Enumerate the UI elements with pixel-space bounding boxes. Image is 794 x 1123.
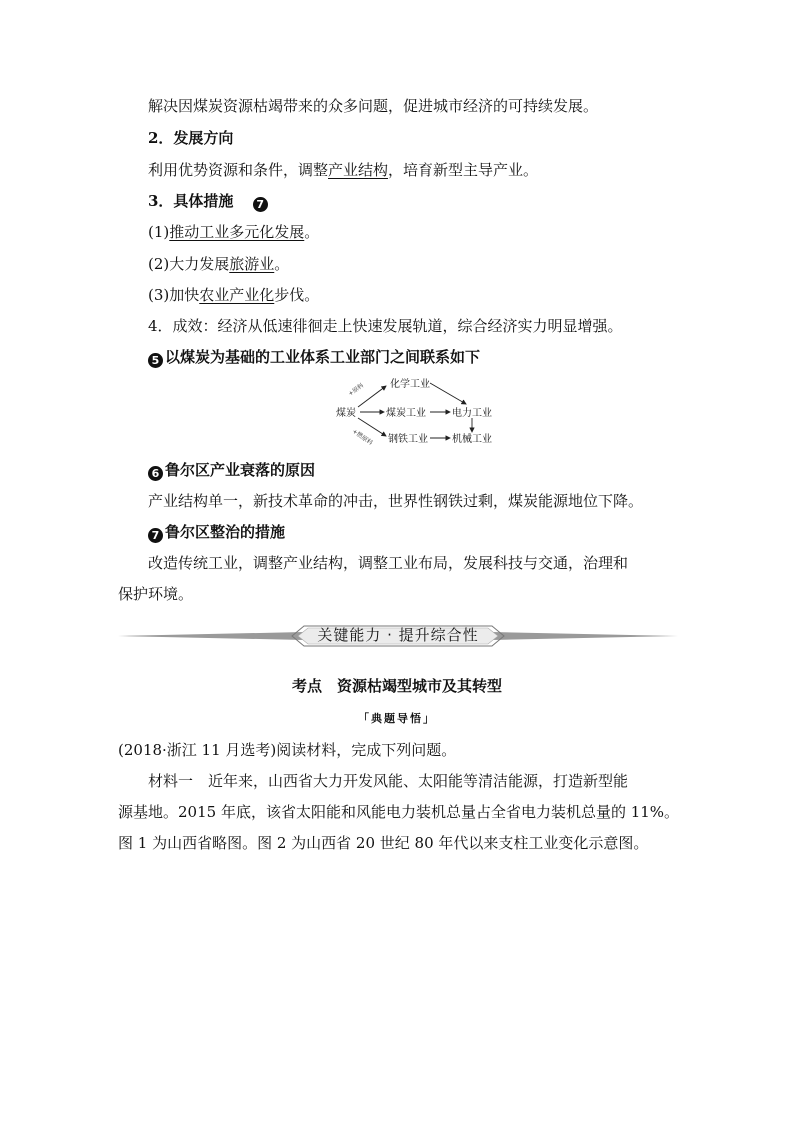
section-2-text-post: ，培育新型主导产业。 (388, 161, 539, 179)
measure-item-prefix: (2)大力发展 (148, 255, 230, 273)
note-6-text: 产业结构单一，新技术革命的冲击，世界性钢铁过剩，煤炭能源地位下降。 (148, 492, 644, 510)
note-6-title: 鲁尔区产业衰落的原因 (165, 461, 316, 479)
arrow-chemical-to-power (430, 383, 466, 404)
note-7-text-line-2: 保护环境。 (118, 585, 194, 603)
node-chemical-industry: 化学工业 (390, 379, 430, 390)
material-1-line-2: 源基地。2015 年底，该省太阳能和风能电力装机总量占全省电力装机总量的 11%。 (118, 803, 680, 821)
measure-item-keyword: 旅游业 (229, 255, 275, 273)
industry-linkage-diagram (330, 374, 510, 450)
exam-point-title: 考点 资源枯竭型城市及其转型 (291, 677, 502, 695)
section-banner (118, 622, 678, 650)
material-1-line-3: 图 1 为山西省略图。图 2 为山西省 20 世纪 80 年代以来支柱工业变化示意图。 (118, 834, 649, 852)
intro-line: 解决因煤炭资源枯竭带来的众多问题，促进城市经济的可持续发展。 (148, 97, 599, 115)
measure-item-suffix: 步伐。 (274, 286, 320, 304)
section-2-keyword: 产业结构 (328, 161, 389, 179)
node-coal: 煤炭 (336, 408, 356, 419)
measure-item-prefix: (1) (148, 223, 170, 241)
section-3-heading: 3．具体措施 (148, 192, 234, 210)
node-machinery-industry: 机械工业 (452, 434, 492, 445)
section-2-heading: 2．发展方向 (148, 129, 234, 147)
note-6-heading (148, 460, 315, 481)
circled-number-5-icon: 5 (148, 353, 163, 368)
measure-item-3 (148, 285, 319, 305)
node-power-industry: 电力工业 (452, 408, 492, 419)
measure-item-keyword: 农业产业化 (199, 286, 275, 304)
measure-item-suffix: 。 (274, 255, 290, 273)
guide-label: 「典题导悟」 (358, 712, 436, 725)
section-4-result: 4．成效：经济从低速徘徊走上快速发展轨道，综合经济实力明显增强。 (148, 317, 623, 335)
section-3-heading-row (148, 191, 270, 212)
node-steel-industry: 钢铁工业 (388, 434, 428, 445)
measure-item-prefix: (3)加快 (148, 286, 200, 304)
circled-number-6-icon: 6 (148, 466, 163, 481)
question-intro: (2018·浙江 11 月选考)阅读材料，完成下列问题。 (118, 741, 457, 759)
section-2-text-pre: 利用优势资源和条件，调整 (148, 161, 329, 179)
note-5-heading (148, 347, 480, 368)
note-7-title: 鲁尔区整治的措施 (165, 523, 286, 541)
note-7-text-line-1: 改造传统工业，调整产业结构，调整工业布局，发展科技与交通，治理和 (148, 554, 629, 572)
note-7-heading (148, 522, 285, 543)
arrow-label-upper: +原料 (347, 382, 366, 398)
measure-item-keyword: 推动工业多元化发展 (169, 223, 305, 241)
material-1-line-1: 材料一 近年来，山西省大力开发风能、太阳能等清洁能源，打造新型能 (148, 772, 629, 790)
section-2-text (148, 160, 538, 180)
banner-title: 关键能力 · 提升综合性 (317, 626, 479, 644)
circled-number-7-icon: 7 (148, 528, 163, 543)
arrow-label-lower: +燃原料 (350, 427, 374, 447)
circled-number-7-icon: 7 (253, 197, 268, 212)
measure-item-2 (148, 254, 289, 274)
measure-item-suffix: 。 (304, 223, 320, 241)
measure-item-1 (148, 222, 319, 242)
note-5-text: 以煤炭为基础的工业体系工业部门之间联系如下 (165, 348, 481, 366)
node-coal-industry: 煤炭工业 (386, 408, 426, 419)
